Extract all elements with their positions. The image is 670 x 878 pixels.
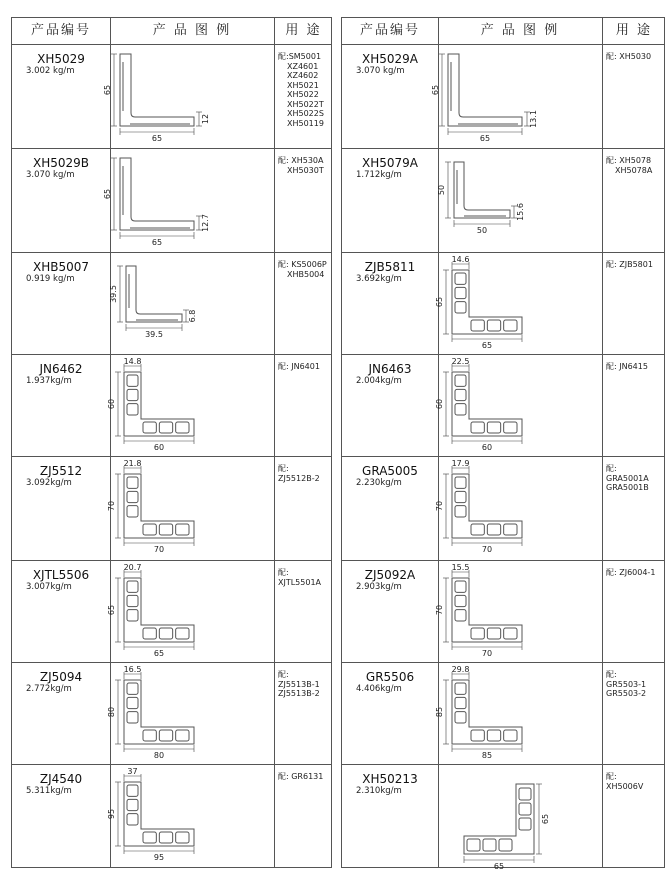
compatible-part: XH5006V — [606, 781, 644, 791]
product-code: XH5029A — [362, 52, 418, 66]
width-dimension: 65 — [151, 134, 163, 143]
table-row — [12, 354, 331, 457]
aluminum-profile — [448, 54, 522, 126]
profile-drawing — [342, 252, 606, 354]
compatible-part: GRA5001B — [606, 483, 649, 492]
table-row — [342, 44, 664, 149]
product-weight: 2.004kg/m — [356, 376, 402, 386]
profile-drawing — [12, 252, 278, 354]
table-row — [12, 560, 331, 663]
compatible-part: 配: KS5006P — [278, 260, 327, 269]
thickness-dimension: 6.8 — [188, 309, 197, 323]
aluminum-profile — [120, 158, 194, 230]
compatible-part: XH5022S — [287, 109, 324, 118]
compatible-part: XH5030T — [287, 165, 324, 175]
top-width-dimension: 14.6 — [451, 255, 470, 264]
aluminum-profile — [126, 266, 182, 322]
product-weight: 3.070 kg/m — [356, 66, 405, 76]
height-dimension: 65 — [541, 813, 550, 825]
product-weight: 3.092kg/m — [26, 478, 72, 488]
product-code: GRA5005 — [362, 464, 418, 478]
profile-drawing — [342, 354, 606, 456]
compatible-part: 配: JN6415 — [606, 362, 648, 371]
product-weight: 3.007kg/m — [26, 582, 72, 592]
product-weight: 5.311kg/m — [26, 786, 72, 796]
height-dimension: 65 — [103, 188, 112, 200]
product-code: GR5506 — [365, 670, 415, 684]
height-dimension: 65 — [431, 84, 440, 96]
compatible-part: 配: — [606, 464, 617, 473]
profile-drawing — [12, 560, 278, 662]
product-weight: 1.937kg/m — [26, 376, 72, 386]
height-dimension: 80 — [107, 706, 116, 718]
height-dimension: 85 — [435, 706, 444, 718]
table-header — [342, 18, 664, 45]
compatible-part: 配: ZJ6004-1 — [606, 568, 656, 577]
height-dimension: 65 — [103, 84, 112, 96]
width-dimension: 65 — [153, 649, 165, 658]
top-width-dimension: 22.5 — [451, 357, 470, 366]
product-weight: 3.070 kg/m — [26, 170, 75, 180]
header-use: 用 途 — [615, 23, 653, 38]
width-dimension: 65 — [151, 238, 163, 247]
table-row — [12, 44, 331, 149]
compatible-part: XHB5004 — [287, 269, 325, 279]
height-dimension: 65 — [435, 296, 444, 308]
profile-drawing — [12, 44, 278, 148]
table-row — [342, 252, 664, 355]
table-row — [342, 560, 664, 663]
thickness-dimension: 12.7 — [201, 214, 210, 232]
height-dimension: 39.5 — [109, 285, 118, 303]
product-code: XJTL5506 — [32, 568, 90, 582]
profile-drawing — [342, 44, 606, 148]
compatible-part: 配: — [278, 568, 289, 577]
header-figure: 产 品 图 例 — [152, 23, 232, 38]
product-code: JN6462 — [39, 362, 83, 376]
width-dimension: 85 — [481, 751, 493, 760]
height-dimension: 60 — [435, 398, 444, 410]
compatible-part: GR5503-2 — [606, 689, 647, 698]
product-code: ZJ5512 — [39, 464, 83, 478]
width-dimension: 39.5 — [145, 330, 163, 339]
product-weight: 3.692kg/m — [356, 274, 402, 284]
profile-drawing — [342, 662, 606, 764]
compatible-parts — [278, 260, 327, 279]
width-dimension: 65 — [493, 862, 505, 871]
compatible-parts — [278, 156, 324, 175]
compatible-part: 配: — [606, 772, 617, 781]
profile-drawing — [342, 456, 606, 560]
compatible-part: XJTL5501A — [278, 577, 322, 587]
profile-drawing — [342, 148, 606, 252]
compatible-part: ZJ5512B-2 — [278, 473, 320, 483]
thickness-dimension: 12 — [201, 113, 210, 125]
product-code: XH5029B — [32, 156, 89, 170]
compatible-part: 配: — [278, 670, 289, 679]
product-code: ZJ4540 — [39, 772, 83, 786]
compatible-parts — [606, 670, 646, 699]
compatible-part: XH50119 — [287, 118, 324, 128]
compatible-part: 配: — [606, 670, 617, 679]
width-dimension: 60 — [481, 443, 493, 452]
compatible-parts — [606, 52, 651, 62]
table-row — [342, 456, 664, 561]
compatible-parts — [606, 156, 652, 175]
compatible-part: 配: GR6131 — [278, 772, 324, 781]
compatible-parts — [278, 52, 324, 128]
compatible-part: XH5022 — [287, 90, 319, 99]
top-width-dimension: 14.8 — [123, 357, 142, 366]
compatible-part: GR5503-1 — [606, 679, 647, 689]
height-dimension: 70 — [107, 500, 116, 512]
table-header — [12, 18, 331, 45]
top-width-dimension: 29.8 — [451, 665, 470, 674]
header-figure: 产 品 图 例 — [480, 23, 560, 38]
aluminum-profile — [120, 54, 194, 126]
product-code: JN6463 — [368, 362, 412, 376]
product-weight: 2.772kg/m — [26, 684, 72, 694]
top-width-dimension: 15.5 — [451, 563, 470, 572]
profile-drawing — [12, 456, 278, 560]
product-weight: 3.002 kg/m — [26, 66, 75, 76]
compatible-part: XH5022T — [287, 99, 324, 109]
compatible-part: 配: — [278, 464, 289, 473]
table-row — [12, 764, 331, 869]
profile-drawing — [342, 764, 606, 869]
product-weight: 0.919 kg/m — [26, 274, 75, 284]
top-width-dimension: 17.9 — [451, 459, 470, 468]
compatible-part: XH5078A — [615, 165, 653, 175]
top-width-dimension: 16.5 — [123, 665, 142, 674]
top-width-dimension: 21.8 — [123, 459, 142, 468]
table-row — [12, 252, 331, 355]
table-row — [12, 662, 331, 765]
compatible-parts — [606, 260, 653, 270]
thickness-dimension: 15.6 — [516, 203, 525, 221]
height-dimension: 95 — [107, 808, 116, 820]
compatible-part: 配: XH5030 — [606, 52, 652, 61]
compatible-parts — [606, 772, 643, 791]
aluminum-profile — [454, 162, 510, 218]
compatible-part: 配: ZJB5801 — [606, 260, 653, 269]
product-code: XHB5007 — [32, 260, 89, 274]
compatible-parts — [606, 568, 655, 578]
thickness-dimension: 13.1 — [529, 110, 538, 128]
width-dimension: 80 — [153, 751, 165, 760]
left-catalog-table — [11, 17, 332, 868]
compatible-parts — [278, 772, 323, 782]
profile-drawing — [12, 764, 278, 869]
product-code: XH50213 — [362, 772, 418, 786]
profile-drawing — [12, 662, 278, 764]
compatible-part: GRA5001A — [606, 473, 649, 483]
product-code: ZJB5811 — [364, 260, 416, 274]
compatible-part: 配: JN6401 — [278, 362, 320, 371]
width-dimension: 70 — [481, 649, 493, 658]
table-row — [342, 148, 664, 253]
height-dimension: 60 — [107, 398, 116, 410]
table-row — [342, 662, 664, 765]
height-dimension: 65 — [107, 604, 116, 616]
height-dimension: 70 — [435, 500, 444, 512]
compatible-parts — [606, 464, 649, 493]
profile-drawing — [12, 354, 278, 456]
profile-drawing — [12, 148, 278, 252]
compatible-part: ZJ5513B-2 — [278, 689, 320, 698]
product-weight: 1.712kg/m — [356, 170, 402, 180]
width-dimension: 95 — [153, 853, 165, 862]
height-dimension: 70 — [435, 604, 444, 616]
top-width-dimension: 37 — [127, 767, 138, 776]
header-code: 产品编号 — [359, 23, 420, 38]
width-dimension: 65 — [481, 341, 493, 350]
product-weight: 2.230kg/m — [356, 478, 402, 488]
compatible-part: XH5021 — [287, 80, 319, 90]
product-weight: 2.903kg/m — [356, 582, 402, 592]
compatible-parts — [278, 464, 320, 483]
product-code: ZJ5094 — [39, 670, 83, 684]
compatible-part: 配: XH5078 — [606, 156, 652, 165]
table-row — [342, 764, 664, 869]
product-weight: 2.310kg/m — [356, 786, 402, 796]
compatible-parts — [606, 362, 648, 372]
profile-drawing — [342, 560, 606, 662]
compatible-part: 配: XH530A — [278, 156, 324, 165]
compatible-part: XZ4602 — [287, 71, 319, 80]
product-code: XH5029 — [37, 52, 85, 66]
compatible-parts — [278, 568, 321, 587]
header-code: 产品编号 — [30, 23, 91, 38]
width-dimension: 60 — [153, 443, 165, 452]
compatible-parts — [278, 362, 320, 372]
product-code: XH5079A — [362, 156, 418, 170]
width-dimension: 70 — [481, 545, 493, 554]
compatible-part: 配:SM5001 — [278, 52, 322, 61]
table-row — [342, 354, 664, 457]
height-dimension: 50 — [437, 184, 446, 196]
compatible-part: ZJ5513B-1 — [278, 679, 320, 689]
compatible-part: XZ4601 — [287, 61, 319, 71]
right-catalog-table — [341, 17, 665, 871]
width-dimension: 65 — [479, 134, 491, 143]
top-width-dimension: 20.7 — [123, 563, 142, 572]
width-dimension: 50 — [476, 226, 488, 235]
table-row — [12, 456, 331, 561]
compatible-parts — [278, 670, 320, 699]
width-dimension: 70 — [153, 545, 165, 554]
header-use: 用 途 — [285, 23, 322, 38]
table-row — [12, 148, 331, 253]
product-code: ZJ5092A — [364, 568, 416, 582]
product-weight: 4.406kg/m — [356, 684, 402, 694]
